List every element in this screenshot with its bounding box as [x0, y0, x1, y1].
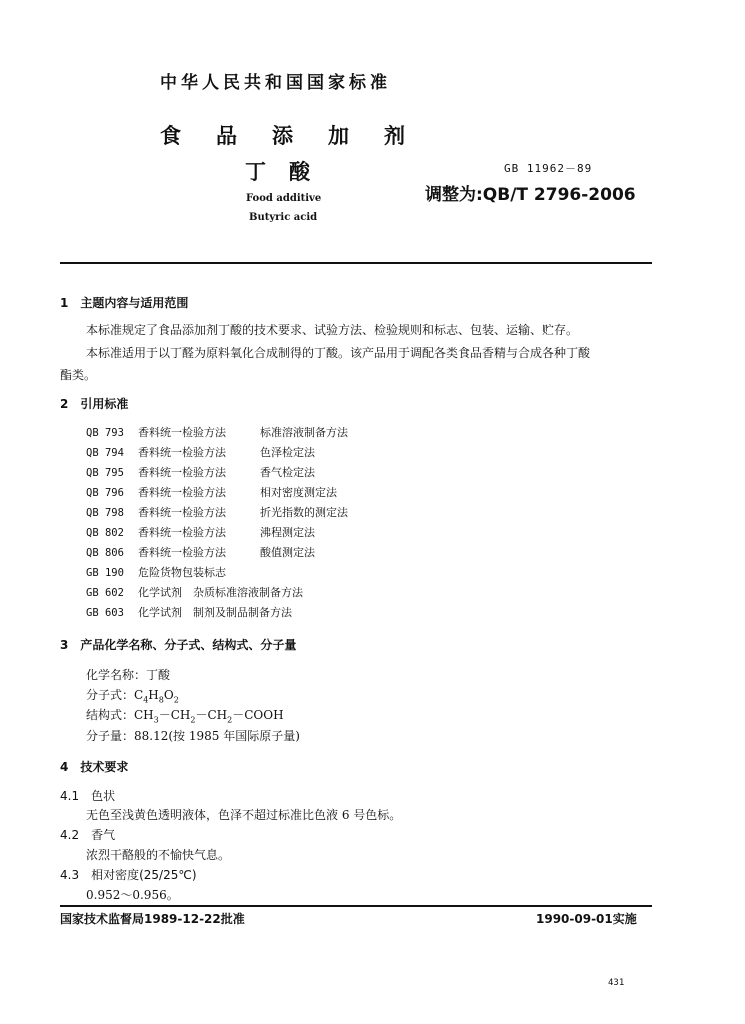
- reference-series: 香料统一检验方法: [138, 546, 226, 559]
- reference-item: [86, 604, 292, 620]
- standard-code: GB 11962－89: [504, 162, 593, 175]
- molecular-formula: [86, 686, 179, 704]
- top-rule: [60, 262, 652, 264]
- reference-item: [86, 444, 315, 460]
- footer-rule: [60, 905, 652, 907]
- formula-sub: 4: [143, 695, 149, 705]
- section-4-1-heading: 4.1 色状: [60, 789, 116, 803]
- section-4-2-text: 浓烈干酪般的不愉快气息。: [86, 848, 231, 862]
- subtitle-en: Butyric acid: [249, 212, 318, 223]
- section-4-2-heading: 4.2 香气: [60, 828, 116, 842]
- adjusted-code: 调整为:QB/T 2796-2006: [425, 185, 636, 205]
- reference-name: 沸程测定法: [260, 526, 315, 539]
- reference-code: QB 796: [86, 487, 124, 499]
- section-3-heading: 3 产品化学名称、分子式、结构式、分子量: [60, 638, 297, 652]
- reference-item: [86, 484, 337, 500]
- approval-date: 国家技术监督局1989-12-22批准: [60, 912, 245, 926]
- reference-name: 相对密度测定法: [260, 486, 337, 499]
- struct-part: 结构式：CH: [86, 708, 154, 722]
- struct-sub: 3: [153, 715, 159, 725]
- reference-series: 化学试剂 杂质标准溶液制备方法: [138, 586, 303, 599]
- formula-sub: 2: [173, 695, 179, 705]
- structural-formula: [86, 706, 284, 724]
- page-number: 431: [608, 978, 625, 988]
- reference-series: 香料统一检验方法: [138, 506, 226, 519]
- molecular-mass: 分子量：88.12(按 1985 年国际原子量): [86, 729, 300, 743]
- reference-name: 酸值测定法: [260, 546, 315, 559]
- title-char: 加: [328, 124, 349, 148]
- title-cn: [160, 120, 440, 150]
- reference-code: QB 794: [86, 447, 124, 459]
- reference-code: QB 795: [86, 467, 124, 479]
- struct-sub: 2: [227, 715, 233, 725]
- subtitle-char: 酸: [289, 160, 310, 184]
- reference-code: GB 190: [86, 567, 124, 579]
- struct-part: －CH: [158, 708, 191, 722]
- reference-name: 香气检定法: [260, 466, 315, 479]
- reference-item: [86, 544, 315, 560]
- reference-series: 危险货物包装标志: [138, 566, 226, 579]
- formula-part: O: [163, 688, 174, 702]
- formula-sub: 8: [158, 695, 164, 705]
- title-char: 品: [216, 124, 237, 148]
- section-4-heading: 4 技术要求: [60, 760, 129, 774]
- reference-code: GB 602: [86, 587, 124, 599]
- reference-series: 香料统一检验方法: [138, 526, 226, 539]
- reference-code: QB 793: [86, 427, 124, 439]
- struct-sub: 2: [190, 715, 196, 725]
- section-1-para-2b: 酯类。: [60, 368, 97, 382]
- reference-code: GB 603: [86, 607, 124, 619]
- struct-part: －COOH: [232, 708, 284, 722]
- chemical-name: 化学名称：丁酸: [86, 668, 171, 682]
- reference-series: 香料统一检验方法: [138, 446, 226, 459]
- section-1-para-1: 本标准规定了食品添加剂丁酸的技术要求、试验方法、检验规则和标志、包装、运输、贮存。: [86, 323, 579, 337]
- title-char: 添: [272, 124, 293, 148]
- section-4-1-text: 无色至浅黄色透明液体，色泽不超过标准比色液 6 号色标。: [86, 808, 402, 822]
- reference-name: 折光指数的测定法: [260, 506, 348, 519]
- reference-series: 香料统一检验方法: [138, 486, 226, 499]
- subtitle-char: 丁: [245, 160, 266, 184]
- reference-item: [86, 424, 348, 440]
- reference-item: [86, 564, 226, 580]
- title-char: 食: [160, 124, 181, 148]
- section-1-para-2a: 本标准适用于以丁醛为原料氧化合成制得的丁酸。该产品用于调配各类食品香精与合成各种丁酸: [86, 346, 591, 360]
- section-4-3-heading: 4.3 相对密度(25/25℃): [60, 868, 197, 882]
- reference-series: 香料统一检验方法: [138, 426, 226, 439]
- reference-item: [86, 524, 315, 540]
- issuing-org: 中华人民共和国国家标准: [160, 73, 391, 93]
- section-2-heading: 2 引用标准: [60, 397, 129, 411]
- reference-code: QB 798: [86, 507, 124, 519]
- reference-item: [86, 504, 348, 520]
- reference-series: 香料统一检验方法: [138, 466, 226, 479]
- formula-part: H: [148, 688, 159, 702]
- title-char: 剂: [384, 124, 405, 148]
- section-4-3-text: 0.952～0.956。: [86, 888, 179, 902]
- struct-part: －CH: [195, 708, 228, 722]
- reference-code: QB 806: [86, 547, 124, 559]
- subtitle-cn: [245, 156, 333, 186]
- effective-date: 1990-09-01实施: [536, 912, 637, 926]
- reference-name: 标准溶液制备方法: [260, 426, 348, 439]
- formula-prefix: 分子式：C: [86, 688, 144, 702]
- title-en: Food additive: [246, 193, 322, 204]
- reference-code: QB 802: [86, 527, 124, 539]
- section-1-heading: 1 主题内容与适用范围: [60, 296, 189, 310]
- reference-item: [86, 464, 315, 480]
- reference-name: 色泽检定法: [260, 446, 315, 459]
- reference-item: [86, 584, 303, 600]
- reference-series: 化学试剂 制剂及制品制备方法: [138, 606, 292, 619]
